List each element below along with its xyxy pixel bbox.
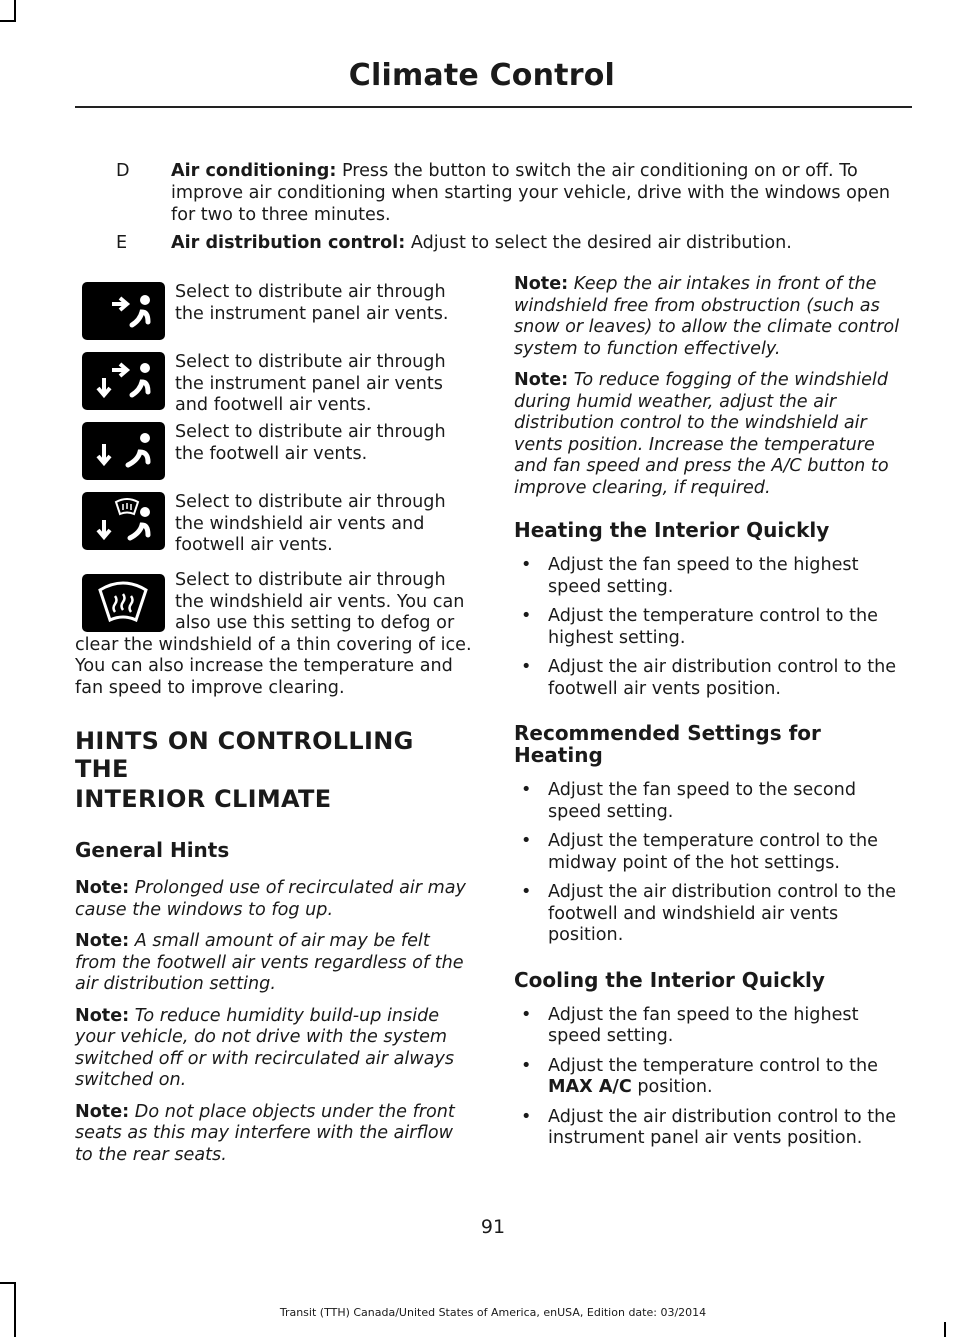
bullet: • [521, 657, 532, 677]
list-item-text: Adjust the temperature control to the midway point of the hot settings. [548, 831, 878, 873]
definition-d [75, 160, 910, 226]
windshield-and-footwell-vents-icon [82, 492, 165, 550]
page-footer: Transit (TTH) Canada/United States of America, enUSA, Edition date: 03/2014 [279, 1306, 707, 1319]
note-text: Prolonged use of recirculated air may cause the windows to fog up. [75, 878, 466, 920]
right-column [514, 274, 909, 1150]
note-label: Note: [514, 274, 569, 294]
note-label: Note: [75, 878, 130, 898]
list-item-text: Adjust the air distribution control to the instrument panel air vents position. [548, 1106, 897, 1148]
distribution-option [75, 490, 475, 570]
page-number: 91 [480, 1216, 506, 1238]
bullet: • [521, 1055, 532, 1076]
list-item-text: Adjust the air distribution control to the footwell air vents position. [548, 657, 897, 699]
list-item [514, 606, 909, 649]
note [75, 1006, 475, 1092]
distribution-option-text: Select to distribute air through the windshield air vents. You can also use this setting to defog or clear the windshield of a thin covering of ice. You can also increase the temperature and fan speed to improve clearing. [75, 570, 472, 698]
list-item [514, 1005, 909, 1048]
bullet: • [521, 606, 532, 626]
note-text: To reduce fogging of the windshield during humid weather, adjust the air distribution control to the windshield air vents position. Increase the temperature and fan speed and press the A/C button to improve clearing, if required. [514, 370, 889, 498]
list-item-text: Adjust the fan speed to the second speed setting. [548, 780, 856, 822]
crop-mark [0, 1282, 16, 1284]
note-text: Keep the air intakes in front of the windshield free from obstruction (such as snow or leaves) to allow the climate control system to function effectively. [514, 274, 900, 359]
bullet: • [521, 1106, 532, 1127]
bullet: • [521, 1004, 532, 1025]
note [75, 878, 475, 921]
distribution-option [75, 420, 475, 490]
subsection-heading: Heating the Interior Quickly [514, 518, 830, 542]
definition-text: Press the button to switch the air conditioning on or off. To improve air conditioning when starting your vehicle, drive with the windows open for two to three minutes. [171, 161, 891, 225]
list-item-text: Adjust the temperature control to the [548, 1055, 878, 1076]
note-text: To reduce humidity build-up inside your vehicle, do not drive with the system switched off or with recirculated air always switched on. [75, 1005, 455, 1090]
definition-term: Air distribution control: [171, 233, 406, 253]
list-item-text: Adjust the temperature control to the highest setting. [548, 606, 878, 648]
distribution-option [75, 350, 475, 420]
distribution-option-text: Select to distribute air through the instrument panel air vents. [175, 282, 449, 324]
footwell-vents-icon [82, 422, 165, 480]
note-label: Note: [514, 370, 569, 390]
distribution-option-text: Select to distribute air through the footwell air vents. [175, 422, 446, 464]
page-title: Climate Control [348, 58, 615, 93]
bullet-list [514, 780, 909, 947]
list-item [514, 882, 909, 947]
instrument-panel-vents-icon [82, 282, 165, 340]
note-label: Note: [75, 931, 130, 951]
note [514, 370, 909, 499]
list-item-text: Adjust the fan speed to the highest speed setting. [548, 555, 859, 597]
section-heading: INTERIOR CLIMATE [75, 785, 332, 813]
panel-and-footwell-vents-icon [82, 352, 165, 410]
bullet: • [521, 555, 532, 575]
crop-mark [0, 20, 16, 22]
crop-mark [944, 1322, 946, 1337]
definition-letter: E [116, 233, 128, 253]
definition-term: Air conditioning: [171, 161, 337, 181]
bullet: • [521, 882, 532, 902]
bullet: • [521, 831, 532, 851]
left-column [75, 280, 475, 1166]
bullet: • [521, 780, 532, 800]
distribution-option-text: Select to distribute air through the windshield air vents and footwell air vents. [175, 492, 446, 555]
list-item [514, 831, 909, 874]
list-item [514, 780, 909, 823]
note-label: Note: [75, 1005, 130, 1026]
distribution-option [75, 280, 475, 350]
definition-letter: D [116, 161, 130, 181]
list-item [514, 1056, 909, 1099]
note-label: Note: [75, 1101, 130, 1122]
note [75, 1102, 475, 1167]
list-item-text: Adjust the fan speed to the highest speed setting. [548, 1004, 859, 1046]
note-text: A small amount of air may be felt from the footwell air vents regardless of the air distribution setting. [75, 931, 464, 994]
subsection-heading: Heating [514, 743, 603, 767]
list-item [514, 657, 909, 700]
note [75, 931, 475, 996]
note [514, 274, 909, 360]
subsection-heading: Cooling the Interior Quickly [514, 967, 825, 992]
distribution-option-text: Select to distribute air through the instrument panel air vents and footwell air vents. [175, 352, 446, 415]
bullet-list [514, 555, 909, 700]
section-heading: HINTS ON CONTROLLING THE [75, 727, 414, 783]
definition-e [75, 232, 910, 254]
list-item [514, 555, 909, 598]
list-item-text: Adjust the air distribution control to the footwell and windshield air vents position. [548, 882, 897, 945]
crop-mark [14, 0, 16, 22]
bullet-list [514, 1005, 909, 1150]
list-item [514, 1107, 909, 1150]
definition-text: Adjust to select the desired air distribution. [405, 233, 792, 253]
windshield-defrost-icon [82, 574, 165, 632]
distribution-option [75, 570, 475, 699]
subsection-heading: General Hints [75, 838, 230, 862]
note-text: Do not place objects under the front seats as this may interfere with the airflow to the rear seats. [75, 1101, 455, 1165]
header-divider [75, 106, 912, 108]
max-ac-label: MAX A/C [548, 1077, 632, 1097]
list-item-text: position. [631, 1077, 713, 1097]
subsection-heading: Recommended Settings for [514, 721, 821, 745]
